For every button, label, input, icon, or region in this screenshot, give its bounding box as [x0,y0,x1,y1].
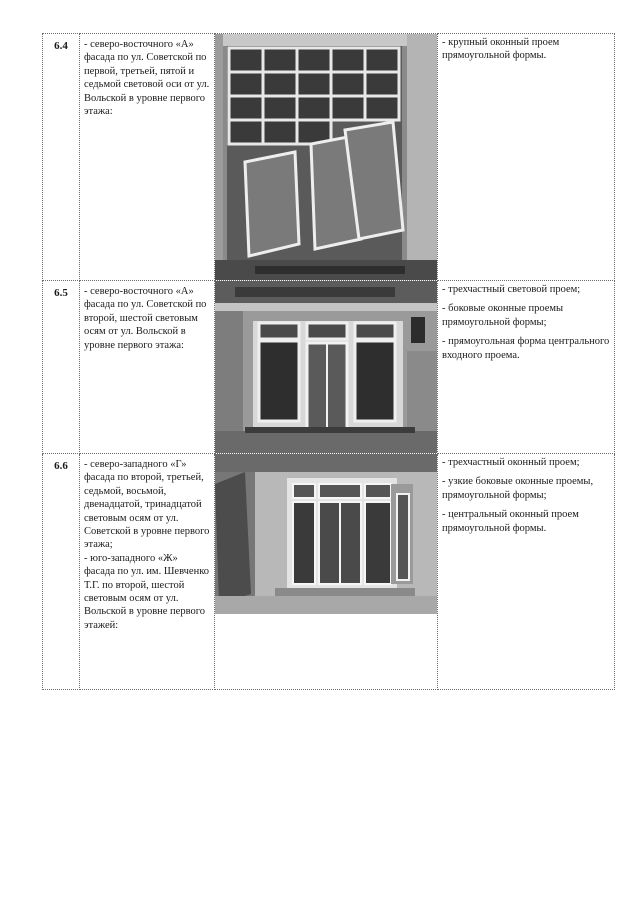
feature-item: - узкие боковые оконные проемы, прямоугольной формы; [442,476,594,501]
feature-item: - прямоугольная форма центрального входного проема. [442,336,610,361]
description-text: - северо-восточного «А» фасада по ул. Советской по первой, третьей, пятой и седьмой световой оси от ул. Вольской в уровне первого этажа: [84,39,210,118]
table-row-6-4 [43,34,615,281]
row-description [80,34,215,281]
row-number: 6.6 [43,454,80,690]
feature-item: - центральный оконный проем прямоугольной формы. [442,509,579,534]
row-features [438,281,615,454]
row-number: 6.5 [43,281,80,454]
feature-item: - трехчастный оконный проем; [442,457,580,468]
table-row-6-5 [43,281,615,454]
table-row-6-6 [43,454,615,690]
description-text: - юго-западного «Ж» фасада по ул. им. Шевченко Т.Г. по второй, шестой световым осям от ул. Вольской в уровне первого этажей: [84,552,210,631]
row-number: 6.4 [43,34,80,281]
description-text: - северо-восточного «А» фасада по ул. Советской по второй, шестой световым осям от ул. Вольской в уровне первого этажа: [84,286,207,351]
feature-item: - трехчастный световой проем; [442,284,581,295]
row-description [80,454,215,690]
description-text: - северо-западного «Г» фасада по второй, третьей, седьмой, восьмой, двенадцатой, тринадцатой световым осям от ул. Советской в уровне первого этажа; [84,459,210,551]
features-table [42,33,615,690]
row-features [438,454,615,690]
feature-item: - боковые оконные проемы прямоугольной формы; [442,303,564,328]
photo-cell [215,34,438,281]
facade-window-photo [215,34,437,280]
triple-window-photo [215,454,437,614]
photo-cell [215,281,438,454]
row-features [438,34,615,281]
entrance-window-photo [215,281,437,453]
feature-item: - крупный оконный проем прямоугольной формы. [442,37,560,62]
row-description [80,281,215,454]
photo-cell [215,454,438,690]
